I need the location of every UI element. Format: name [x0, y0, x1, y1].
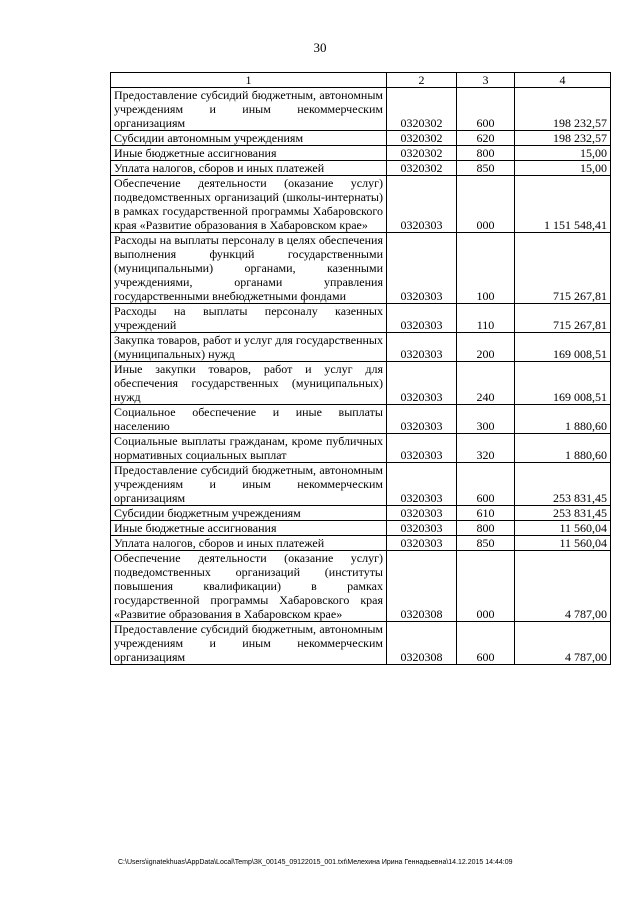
- budget-table: [110, 72, 611, 665]
- row-expense-type: 110: [457, 304, 515, 333]
- table-row: [111, 463, 611, 506]
- row-code: 0320302: [387, 131, 457, 146]
- header-row: [111, 73, 611, 88]
- row-expense-type: 000: [457, 176, 515, 233]
- row-name: Предоставление субсидий бюджетным, автономным учреждениям и иным некоммерческим организациям: [111, 88, 387, 131]
- row-code: 0320303: [387, 463, 457, 506]
- table-row: [111, 146, 611, 161]
- row-amount: 1 880,60: [515, 434, 611, 463]
- row-expense-type: 600: [457, 463, 515, 506]
- row-expense-type: 000: [457, 551, 515, 622]
- table-row: [111, 176, 611, 233]
- row-amount: 15,00: [515, 146, 611, 161]
- row-amount: 253 831,45: [515, 506, 611, 521]
- row-amount: 11 560,04: [515, 536, 611, 551]
- row-name: Закупка товаров, работ и услуг для государственных (муниципальных) нужд: [111, 333, 387, 362]
- row-code: 0320302: [387, 161, 457, 176]
- row-name: Социальное обеспечение и иные выплаты населению: [111, 405, 387, 434]
- row-code: 0320303: [387, 304, 457, 333]
- row-name: Социальные выплаты гражданам, кроме публичных нормативных социальных выплат: [111, 434, 387, 463]
- row-amount: 4 787,00: [515, 551, 611, 622]
- row-code: 0320308: [387, 551, 457, 622]
- row-amount: 715 267,81: [515, 304, 611, 333]
- row-name: Иные бюджетные ассигнования: [111, 521, 387, 536]
- row-name: Уплата налогов, сборов и иных платежей: [111, 536, 387, 551]
- file-path-footer: C:\Users\ignatekhuas\AppData\Local\Temp\ЗК_00145_09122015_001.txt\Мелехина Ирина Геннадьевна\14.12.2015 14:44:09: [118, 859, 513, 866]
- row-expense-type: 850: [457, 536, 515, 551]
- row-amount: 11 560,04: [515, 521, 611, 536]
- row-name: Субсидии бюджетным учреждениям: [111, 506, 387, 521]
- table-row: [111, 131, 611, 146]
- row-expense-type: 300: [457, 405, 515, 434]
- table-row: [111, 161, 611, 176]
- table-row: [111, 551, 611, 622]
- row-amount: 4 787,00: [515, 622, 611, 665]
- row-code: 0320303: [387, 405, 457, 434]
- row-name: Предоставление субсидий бюджетным, автономным учреждениям и иным некоммерческим организациям: [111, 622, 387, 665]
- header-col-2: 2: [387, 73, 457, 88]
- table-row: [111, 304, 611, 333]
- table-row: [111, 333, 611, 362]
- row-amount: 169 008,51: [515, 333, 611, 362]
- table-row: [111, 536, 611, 551]
- table-row: [111, 233, 611, 304]
- row-name: Расходы на выплаты персоналу в целях обеспечения выполнения функций государственными (муниципальными) органами, казенными учреждениями, органами управления государственными внебюджетными фондами: [111, 233, 387, 304]
- page-number: 30: [313, 40, 327, 55]
- header-col-1: 1: [111, 73, 387, 88]
- row-name: Субсидии автономным учреждениям: [111, 131, 387, 146]
- row-code: 0320303: [387, 506, 457, 521]
- table-row: [111, 506, 611, 521]
- header-col-3: 3: [457, 73, 515, 88]
- header-col-4: 4: [515, 73, 611, 88]
- row-expense-type: 600: [457, 88, 515, 131]
- row-code: 0320303: [387, 521, 457, 536]
- table-row: [111, 622, 611, 665]
- row-code: 0320308: [387, 622, 457, 665]
- row-code: 0320303: [387, 536, 457, 551]
- row-code: 0320303: [387, 333, 457, 362]
- row-name: Иные бюджетные ассигнования: [111, 146, 387, 161]
- table-row: [111, 88, 611, 131]
- table-row: [111, 362, 611, 405]
- row-expense-type: 610: [457, 506, 515, 521]
- row-name: Иные закупки товаров, работ и услуг для обеспечения государственных (муниципальных) нужд: [111, 362, 387, 405]
- row-amount: 1 151 548,41: [515, 176, 611, 233]
- row-name: Предоставление субсидий бюджетным, автономным учреждениям и иным некоммерческим организациям: [111, 463, 387, 506]
- row-code: 0320303: [387, 434, 457, 463]
- row-amount: 15,00: [515, 161, 611, 176]
- row-name: Обеспечение деятельности (оказание услуг) подведомственных организаций (школы-интернаты) в рамках государственной программы Хабаровского края «Развитие образования в Хабаровском крае»: [111, 176, 387, 233]
- row-name: Обеспечение деятельности (оказание услуг) подведомственных организаций (институты повышения квалификации) в рамках государственной программы Хабаровского края «Развитие образования в Хабаровском крае»: [111, 551, 387, 622]
- row-name: Уплата налогов, сборов и иных платежей: [111, 161, 387, 176]
- table-row: [111, 521, 611, 536]
- row-amount: 169 008,51: [515, 362, 611, 405]
- table-row: [111, 434, 611, 463]
- row-amount: 253 831,45: [515, 463, 611, 506]
- row-expense-type: 620: [457, 131, 515, 146]
- row-code: 0320303: [387, 362, 457, 405]
- row-amount: 1 880,60: [515, 405, 611, 434]
- row-amount: 198 232,57: [515, 88, 611, 131]
- row-name: Расходы на выплаты персоналу казенных учреждений: [111, 304, 387, 333]
- row-expense-type: 200: [457, 333, 515, 362]
- row-code: 0320302: [387, 146, 457, 161]
- row-expense-type: 800: [457, 146, 515, 161]
- row-code: 0320303: [387, 233, 457, 304]
- row-expense-type: 850: [457, 161, 515, 176]
- row-amount: 198 232,57: [515, 131, 611, 146]
- row-expense-type: 100: [457, 233, 515, 304]
- row-code: 0320303: [387, 176, 457, 233]
- row-expense-type: 240: [457, 362, 515, 405]
- row-expense-type: 600: [457, 622, 515, 665]
- row-expense-type: 320: [457, 434, 515, 463]
- row-code: 0320302: [387, 88, 457, 131]
- row-amount: 715 267,81: [515, 233, 611, 304]
- row-expense-type: 800: [457, 521, 515, 536]
- table-row: [111, 405, 611, 434]
